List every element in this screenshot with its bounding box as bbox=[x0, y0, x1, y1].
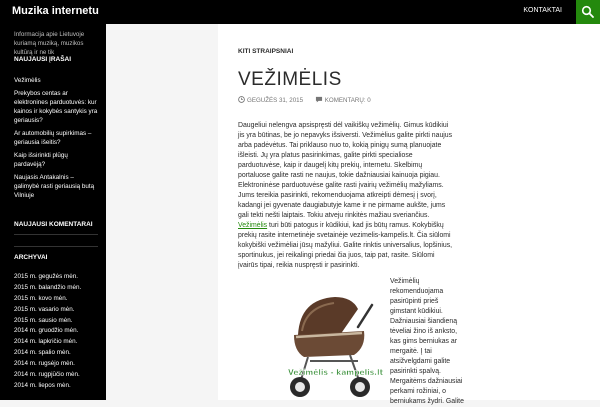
search-icon bbox=[581, 5, 595, 19]
post-comments-text: KOMENTARŲ: 0 bbox=[324, 97, 371, 104]
archive-link[interactable]: 2014 m. liepos mėn. bbox=[14, 381, 71, 389]
recent-posts-title: NAUJAUSI ĮRAŠAI bbox=[14, 56, 72, 63]
archive-link[interactable]: 2015 m. vasario mėn. bbox=[14, 305, 75, 313]
archive-link[interactable]: 2015 m. kovo mėn. bbox=[14, 294, 68, 302]
post-article bbox=[218, 24, 600, 405]
recent-post-link[interactable]: Kaip išsirinkti plūgų pardavėją? bbox=[14, 151, 68, 169]
post-category[interactable]: KITI STRAIPSNIAI bbox=[238, 48, 294, 55]
archives-title: ARCHYVAI bbox=[14, 254, 48, 261]
archive-link[interactable]: 2015 m. balandžio mėn. bbox=[14, 283, 82, 291]
post-meta bbox=[238, 96, 381, 104]
menu-item-kontaktai[interactable]: KONTAKTAI bbox=[523, 7, 562, 14]
recent-post-link[interactable]: Naujasis Antakalnis – galimybė rasti geriausią butą Vilniuje bbox=[14, 173, 95, 200]
widget-divider bbox=[14, 246, 98, 247]
archives-list bbox=[14, 272, 100, 392]
site-title[interactable]: Muzika internetu bbox=[12, 5, 99, 17]
post-title: VEŽIMĖLIS bbox=[238, 69, 342, 90]
image-caption: Vežimėlis - kampelis.lt bbox=[288, 368, 384, 377]
clock-icon bbox=[238, 96, 245, 103]
stroller-image bbox=[280, 287, 384, 400]
archive-link[interactable]: 2014 m. gruodžio mėn. bbox=[14, 327, 79, 335]
recent-post-link[interactable]: Ar automobilių supirkimas – geriausia išeitis? bbox=[14, 130, 92, 147]
paragraph-text: Daugeliui nelengva apsispręsti dėl vaikiškų vežimėlių. Gimus kūdikiui jis yra būtinas, be jo nepavyks išsiversti. Vežimėlius galite pirkti naujus arba padėvėtus. Tai priklauso nuo to, kokią pinigų sumą planuojate išleisti. Jų yra platus pasirinkimas, galite pirkti specialiose parduotuvėse, kaip ir daugelį kitų prekių, internetu. Skelbimų portaluose galite rasti ne naujus, tokie dažniausiai kainuoja pigiau. Elektroninėse parduotuvėse galite rasti įvairių vežimėlių mažyliams. Jums tereikia pasirinkti, rekomenduojama atkreipti dėmesį į svorį, kadangi jei gyvenate daugiabutyje kame ir ne pirmame aukšte, jums gali tekti nešti laiptais. Tokiu atveju rinkitės mažiau sveriančius. bbox=[238, 122, 453, 219]
sidebar bbox=[0, 24, 106, 400]
archive-link[interactable]: 2014 m. spalio mėn. bbox=[14, 349, 71, 357]
search-button[interactable] bbox=[576, 0, 600, 24]
post-paragraph bbox=[238, 121, 456, 271]
archive-link[interactable]: 2015 m. gegužės mėn. bbox=[14, 273, 79, 280]
paragraph-text: turi būti patogus ir kūdikiui, kad jis būtų ramus. Kokybiškų prekių rasite internetinėje svetainėje vezimelis-kampelis.lt. Čia siūlomi kokybiški vežimėliai jūsų mažyliui. Galite rinktis universalius, lopšinius, sportinukus, jei reikalingi priedai čia juos, taip pat, rasite. Siūlomi įvairūs tipai, reikia nuspręsti ir pasirinkti. bbox=[238, 222, 453, 269]
archive-link[interactable]: 2014 m. lapkričio mėn. bbox=[14, 338, 78, 346]
top-bar bbox=[0, 0, 600, 24]
recent-posts-list bbox=[14, 76, 100, 204]
site-description: Informacija apie Lietuvoje kuriamą muziką, muzikos kultūrą ir ne tik bbox=[14, 31, 85, 56]
comment-icon bbox=[315, 96, 323, 103]
recent-post-link[interactable]: Vežimėlis bbox=[14, 77, 41, 84]
archive-link[interactable]: 2015 m. sausio mėn. bbox=[14, 316, 73, 324]
archive-link[interactable]: 2014 m. rugsėjo mėn. bbox=[14, 360, 75, 368]
post-comments-link[interactable] bbox=[315, 96, 371, 104]
post-date-text: GEGUŽĖS 31, 2015 bbox=[247, 97, 304, 104]
side-paragraph: Vežimėlių rekomenduojama pasirūpinti prieš gimstant kūdikiui. Dažniausiai šiandieną tėveliai žino iš anksto, kas gims berniukas ar mergaitė. Į tai atsižvelgdami galite pasirinkti spalvą. Mergaitėms dažniausiai perkami rožiniai, o berniukams žydri. Galite bbox=[390, 278, 464, 405]
recent-post-link[interactable]: Prekybos centas ar elektronines parduotuvės: kur kainos ir kokybės santykis yra geriausis? bbox=[14, 89, 98, 125]
recent-comments-title: NAUJAUSI KOMENTARAI bbox=[14, 221, 93, 228]
vezimelis-link[interactable]: Vežimėlis bbox=[238, 222, 268, 229]
archive-link[interactable]: 2014 m. rugpjūčio mėn. bbox=[14, 371, 80, 379]
post-date[interactable] bbox=[238, 96, 303, 104]
widget-divider bbox=[14, 234, 98, 235]
